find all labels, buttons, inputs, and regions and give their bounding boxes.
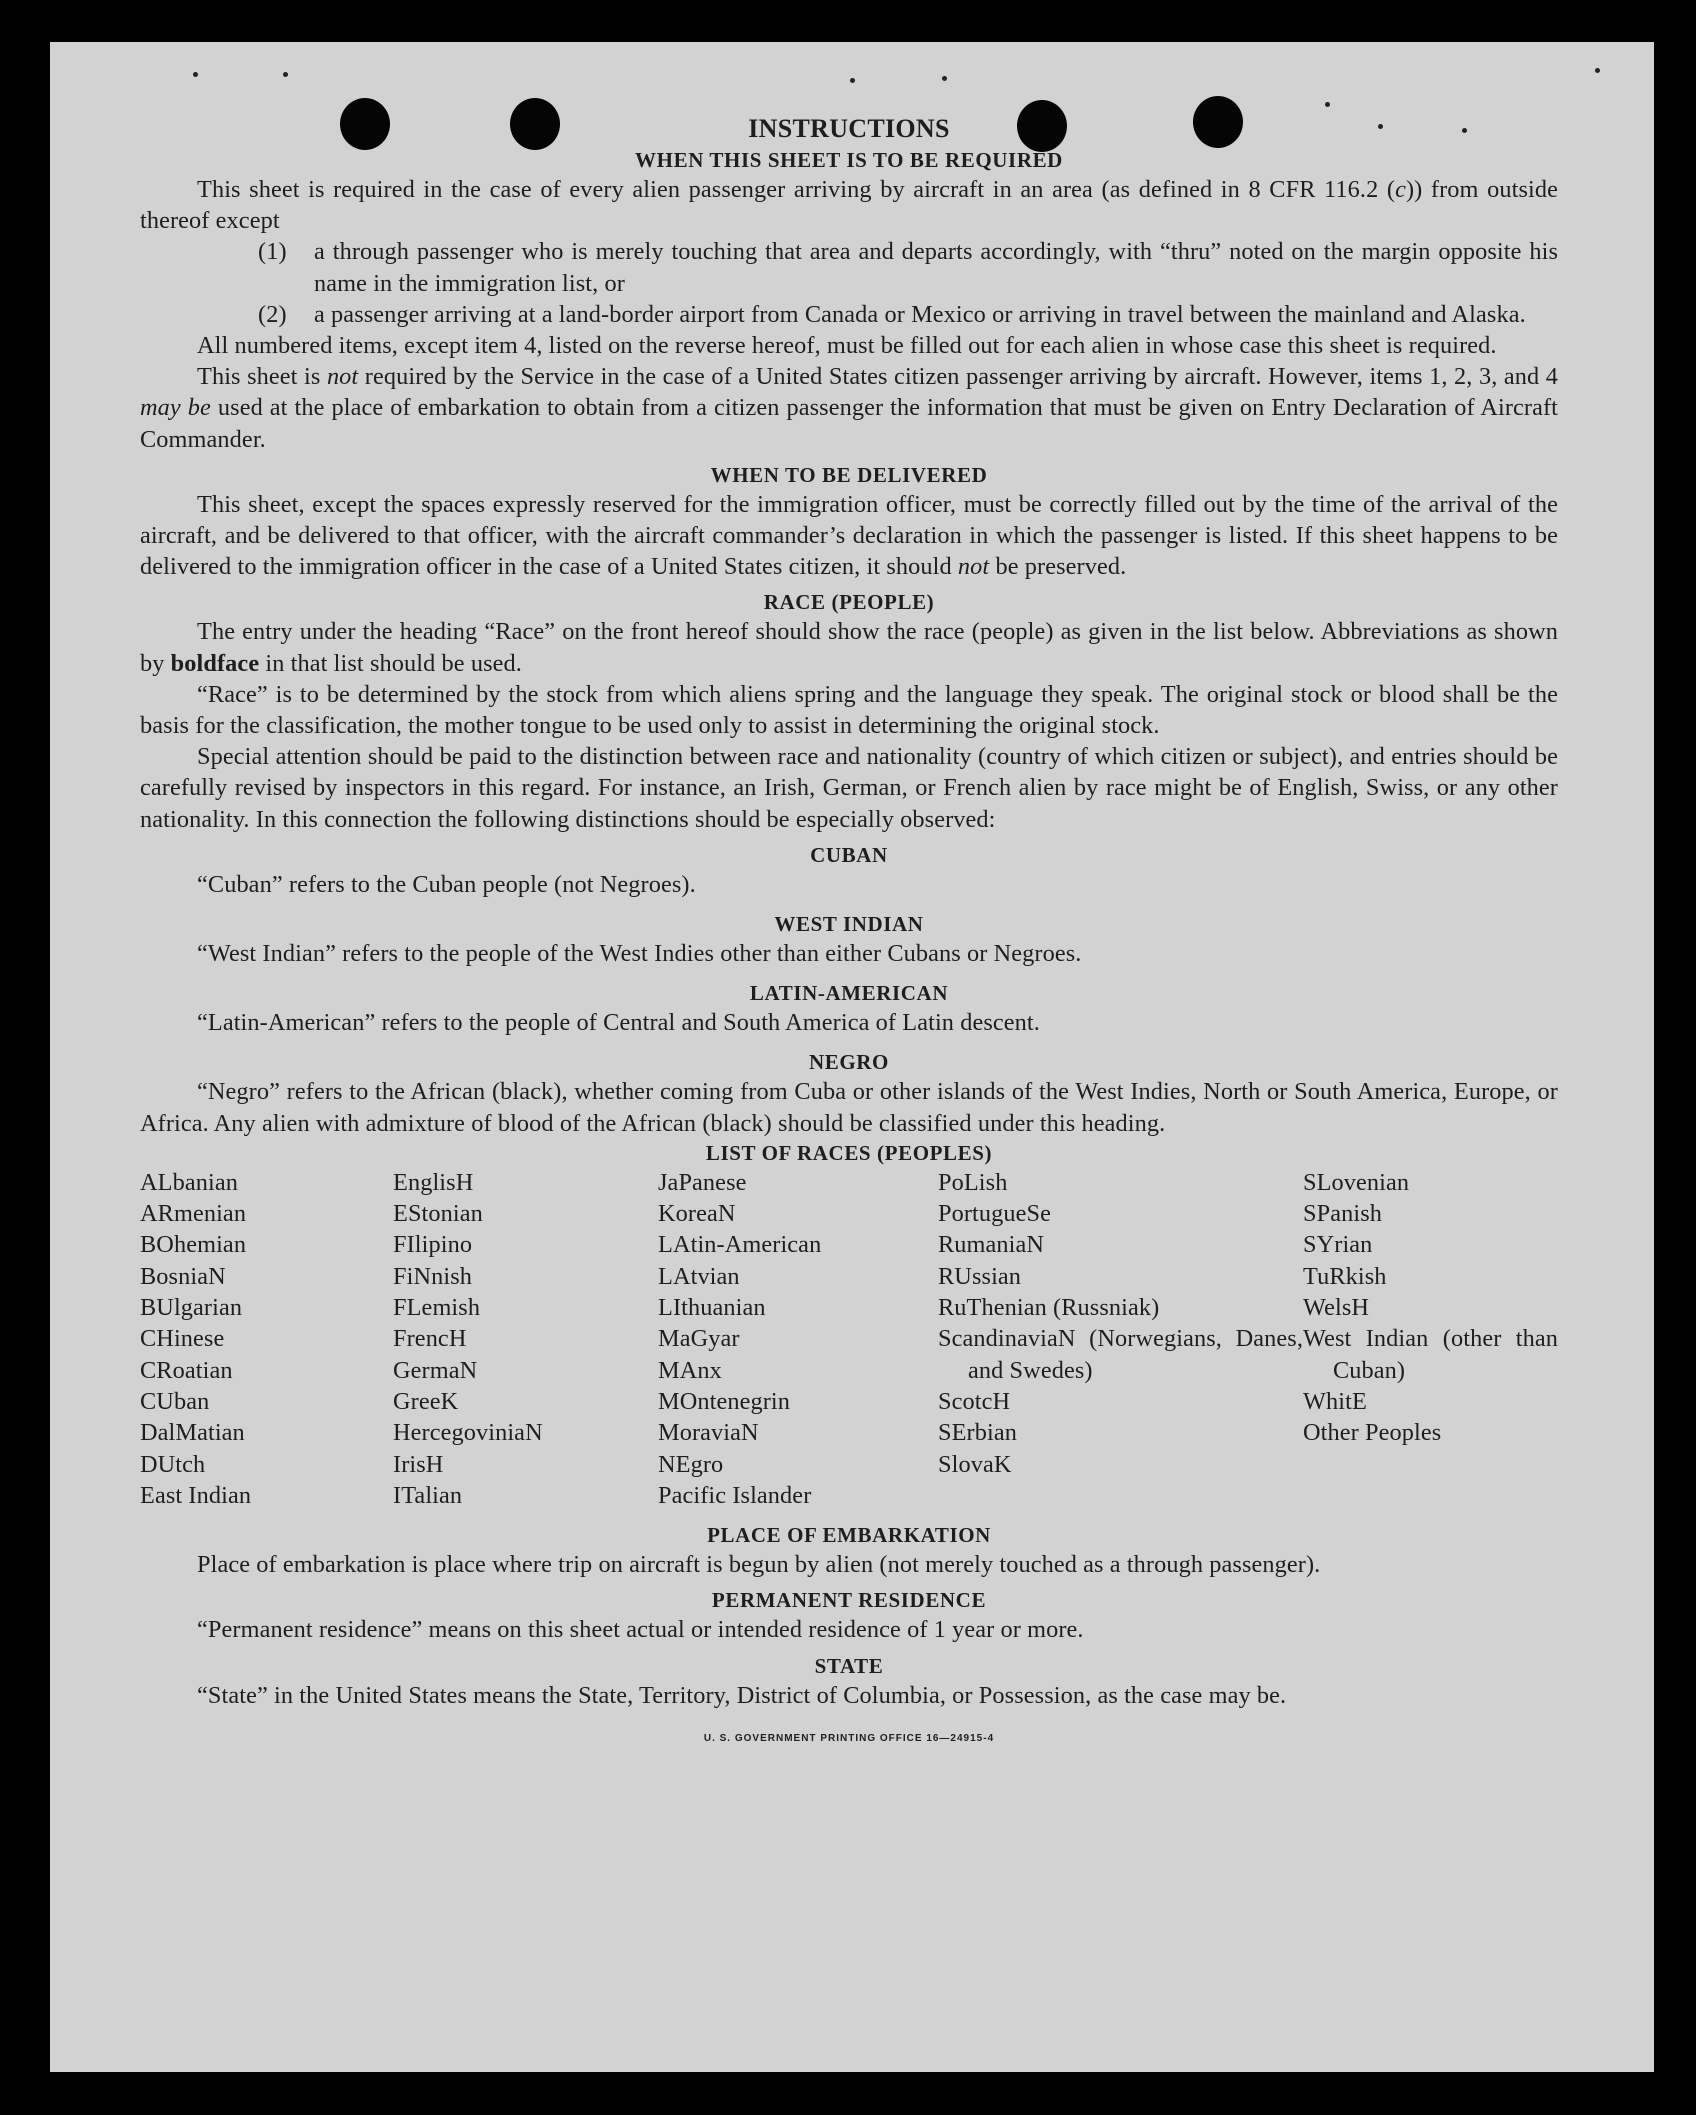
- race-entry: FrencH: [393, 1325, 467, 1353]
- race-entry: Other Peoples: [1303, 1419, 1442, 1447]
- race-entry: MaGyar: [658, 1325, 740, 1353]
- printing-office-footer: U. S. GOVERNMENT PRINTING OFFICE 16—24915-4: [703, 1732, 995, 1744]
- race-entry: East Indian: [140, 1481, 252, 1509]
- heading-when-required: WHEN THIS SHEET IS TO BE REQUIRED: [635, 148, 1063, 172]
- race-entry: ALbanian: [140, 1168, 238, 1196]
- heading-latin-american: LATIN-AMERICAN: [749, 981, 949, 1006]
- race-column: [393, 1167, 658, 1511]
- race-entry: LIthuanian: [658, 1294, 766, 1322]
- race-entry: MAnx: [658, 1356, 722, 1384]
- heading-when-delivered: WHEN TO BE DELIVERED: [710, 462, 988, 487]
- paragraph-race-entry: The entry under the heading “Race” on the front hereof should show the race (people) as given in the list below. Abbreviations as shown by boldface in that list should be used.: [140, 618, 1558, 677]
- paragraph-latin-american: “Latin-American” refers to the people of Central and South America of Latin descent.: [197, 1009, 1040, 1037]
- race-entry: TuRkish: [1303, 1262, 1387, 1290]
- race-column: [1303, 1167, 1558, 1511]
- race-entry: RUssian: [938, 1262, 1022, 1290]
- race-entry: CRoatian: [140, 1356, 233, 1384]
- document-sheet: [50, 42, 1654, 2072]
- speck-mark: [1325, 102, 1330, 107]
- race-column: [140, 1167, 393, 1511]
- race-entry: Pacific Islander: [658, 1481, 812, 1509]
- race-entry: IrisH: [393, 1450, 444, 1478]
- race-entry: EnglisH: [393, 1168, 474, 1196]
- race-entry: EStonian: [393, 1200, 483, 1228]
- race-entry: LAtin-American: [658, 1231, 822, 1259]
- speck-mark: [283, 72, 288, 77]
- race-entry: LAtvian: [658, 1262, 740, 1290]
- race-entry: HercegoviniaN: [393, 1419, 543, 1447]
- paragraph-citizen: This sheet is not required by the Service in the case of a United States citizen passenger arriving by aircraft. However, items 1, 2, 3, and 4 may be used at the place of embarkation to obtain from a citizen passenger the information that must be given on Entry Declaration of Aircraft Commander.: [140, 363, 1559, 453]
- paragraph-state: “State” in the United States means the State, Territory, District of Columbia, or Possession, as the case may be.: [197, 1681, 1287, 1709]
- race-entry: SYrian: [1303, 1231, 1373, 1259]
- paragraph-cuban: “Cuban” refers to the Cuban people (not Negroes).: [197, 870, 696, 898]
- paragraph-required-intro: This sheet is required in the case of every alien passenger arriving by aircraft in an area (as defined in 8 CFR 116.2 (c)) from outside thereof except: [140, 176, 1558, 235]
- heading-west-indian: WEST INDIAN: [774, 912, 924, 937]
- race-entry: WelsH: [1303, 1294, 1370, 1322]
- exception-number: (2): [258, 300, 287, 328]
- heading-permanent-residence: PERMANENT RESIDENCE: [711, 1588, 987, 1613]
- race-entry: KoreaN: [658, 1200, 736, 1228]
- race-column: [658, 1167, 938, 1511]
- race-entry: SLovenian: [1303, 1168, 1410, 1196]
- heading-race: RACE (PEOPLE): [763, 590, 935, 615]
- race-entry: West Indian (other than Cuban): [1303, 1325, 1558, 1384]
- heading-list-of-races: LIST OF RACES (PEOPLES): [705, 1140, 993, 1165]
- races-list: [140, 1167, 1558, 1511]
- paragraph-embarkation: Place of embarkation is place where trip on aircraft is begun by alien (not merely touched as a through passenger).: [197, 1551, 1321, 1579]
- speck-mark: [942, 76, 947, 81]
- race-entry: GermaN: [393, 1356, 478, 1384]
- heading-state: STATE: [814, 1653, 884, 1678]
- race-entry: ScandinaviaN (Norwegians, Danes, and Swedes): [938, 1325, 1303, 1384]
- race-entry: DUtch: [140, 1450, 206, 1478]
- paragraph-permanent-residence: “Permanent residence” means on this sheet actual or intended residence of 1 year or more.: [197, 1616, 1084, 1644]
- speck-mark: [850, 78, 855, 83]
- race-entry: SErbian: [938, 1419, 1017, 1447]
- race-entry: DalMatian: [140, 1419, 245, 1447]
- race-column: [938, 1167, 1303, 1511]
- instructions-content: [140, 112, 1558, 1754]
- heading-negro: NEGRO: [808, 1050, 889, 1075]
- exception-item: [140, 236, 1558, 298]
- race-entry: CHinese: [140, 1325, 225, 1353]
- page-title: INSTRUCTIONS: [748, 114, 950, 143]
- paragraph-negro: “Negro” refers to the African (black), whether coming from Cuba or other islands of the West Indies, North or South America, Europe, or Africa. Any alien with admixture of blood of the African (black) should be classified under this heading.: [140, 1078, 1558, 1137]
- race-entry: NEgro: [658, 1450, 724, 1478]
- paragraph-numbered-items: All numbered items, except item 4, listed on the reverse hereof, must be filled out for each alien in whose case this sheet is required.: [197, 332, 1497, 360]
- exception-text: a passenger arriving at a land-border airport from Canada or Mexico or arriving in travel between the mainland and Alaska.: [314, 300, 1526, 328]
- race-entry: MoraviaN: [658, 1419, 759, 1447]
- race-entry: PortugueSe: [938, 1200, 1052, 1228]
- race-entry: ARmenian: [140, 1200, 247, 1228]
- race-entry: FLemish: [393, 1294, 481, 1322]
- race-entry: CUban: [140, 1387, 210, 1415]
- heading-cuban: CUBAN: [810, 842, 888, 867]
- race-entry: WhitE: [1303, 1387, 1367, 1415]
- speck-mark: [193, 72, 198, 77]
- exception-number: (1): [258, 238, 287, 266]
- speck-mark: [1595, 68, 1600, 73]
- race-entry: ScotcH: [938, 1387, 1011, 1415]
- paragraph-race-distinction: Special attention should be paid to the distinction between race and nationality (country of which citizen or subject), and entries should be carefully revised by inspectors in this regard. For instance, an Irish, German, or French alien by race might be of English, Swiss, or any other nationality. In this connection the following distinctions should be especially observed:: [140, 743, 1558, 833]
- race-entry: FiNnish: [393, 1262, 473, 1290]
- exception-text: a through passenger who is merely touching that area and departs accordingly, with “thru” noted on the margin opposite his name in the immigration list, or: [314, 238, 1558, 297]
- paragraph-west-indian: “West Indian” refers to the people of the West Indies other than either Cubans or Negroes.: [197, 940, 1082, 968]
- race-entry: JaPanese: [658, 1168, 747, 1196]
- race-entry: BOhemian: [140, 1231, 247, 1259]
- paragraph-race-definition: “Race” is to be determined by the stock from which aliens spring and the language they speak. The original stock or blood shall be the basis for the classification, the mother tongue to be used only to assist in determining the original stock.: [140, 680, 1558, 740]
- race-entry: SlovaK: [938, 1450, 1012, 1478]
- race-entry: RuThenian (Russniak): [938, 1294, 1160, 1322]
- race-entry: BosniaN: [140, 1262, 226, 1290]
- heading-embarkation: PLACE OF EMBARKATION: [707, 1523, 991, 1548]
- race-entry: SPanish: [1303, 1200, 1383, 1228]
- race-entry: FIlipino: [393, 1231, 473, 1259]
- race-entry: GreeK: [393, 1387, 459, 1415]
- exception-item: [140, 299, 1558, 330]
- race-entry: MOntenegrin: [658, 1387, 791, 1415]
- race-entry: PoLish: [938, 1168, 1008, 1196]
- paragraph-delivery: This sheet, except the spaces expressly reserved for the immigration officer, must be correctly filled out by the time of the arrival of the aircraft, and be delivered to that officer, with the aircraft commander’s declaration in which the passenger is listed. If this sheet happens to be delivered to the immigration officer in the case of a United States citizen, it should not be preserved.: [140, 490, 1558, 581]
- race-entry: ITalian: [393, 1481, 463, 1509]
- race-entry: RumaniaN: [938, 1231, 1045, 1259]
- race-entry: BUlgarian: [140, 1294, 243, 1322]
